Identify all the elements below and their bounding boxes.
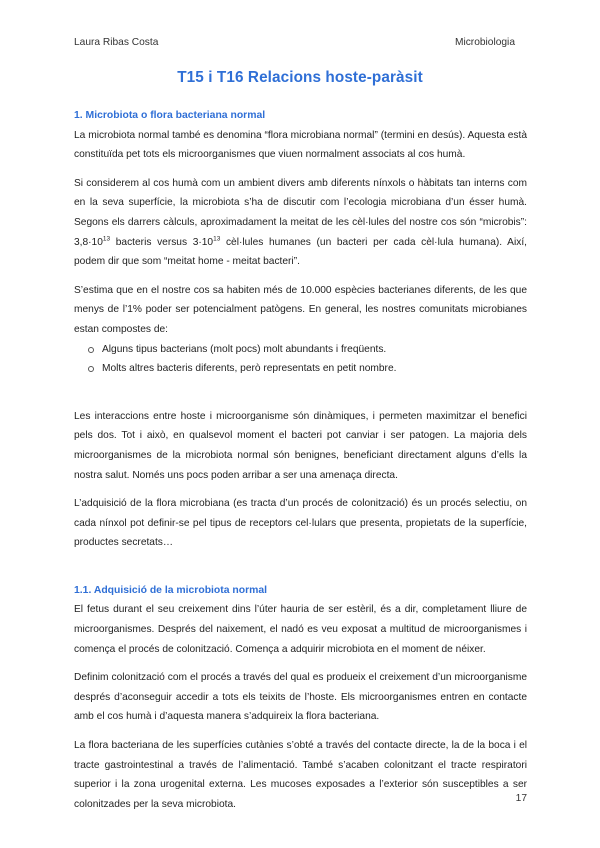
list-item: Molts altres bacteris diferents, però representats en petit nombre. (88, 359, 527, 379)
bullet-list (74, 340, 527, 379)
main-content (74, 106, 527, 814)
bullet-icon (88, 347, 94, 353)
header-subject: Microbiologia (454, 37, 515, 48)
paragraph: El fetus durant el seu creixement dins l’úter hauria de ser estèril, és a dir, completament lliure de microorganismes. Després del naixement, el nadó es veu exposat a multitud de microorganismes i comença el procés de colonització. Comença a adquirir microbiota en el moment de néixer. (74, 604, 527, 655)
paragraph: Definim colonització com el procés a través del qual es produeix el creixement d’un microorganisme després d’aconseguir accedir a tots els teixits de l’hoste. Els microorganismes entren en contacte amb el cos humà i d’aquesta manera s’adquireix la flora bacteriana. (74, 672, 527, 723)
bullet-icon (88, 366, 94, 372)
header-author: Laura Ribas Costa (74, 37, 159, 48)
paragraph: Les interaccions entre hoste i microorganisme són dinàmiques, i permeten maximitzar el benefici pels dos. Tot i això, en qualsevol moment el bacteri pot canviar i ser patogen. La majoria dels microorganismes de la microbiota normal són benignes, beneficiant directament alguns d’ells la nostra salut. Només uns pocs poden arribar a ser una amenaça directa. (74, 410, 527, 481)
paragraph: S’estima que en el nostre cos sa habiten més de 10.000 espècies bacterianes diferents, de les que menys de l’1% poder ser potencialment patògens. En general, les nostres comunitats microbianes estan compostes de: (74, 284, 527, 335)
page-title: T15 i T16 Relacions hoste-paràsit (177, 69, 423, 86)
paragraph: Si considerem al cos humà com un ambient divers amb diferents nínxols o hàbitats tan interns com en la seva superfície, la microbiota s’ha de discutir com l’ecologia microbiana d’un ésser humà. Segons els darrers càlculs, aproximadament la meitat de les cèl·lules del nostre cos són “microbis”: $3,8\cdot 10^{13}$ bacteris versus $3\cdot 10^{13}$ cèl·lules humanes (un bacteri per cada cèl·lula humana). Així, podem dir que som “meitat home - meitat bacteri”. (74, 177, 527, 268)
section-heading-1: 1. Microbiota o flora bacteriana normal (74, 110, 266, 121)
paragraph: La flora bacteriana de les superfícies cutànies s’obté a través del contacte directe, la de la boca i el tracte gastrointestinal a través de l’alimentació. També s’acaben colonitzant el tracte respiratori superior i la zona urogenital externa. Les mucoses exposades a l’exterior són susceptibles a ser colonitzades per la seva microbiota. (74, 740, 527, 810)
list-item: Alguns tipus bacterians (molt pocs) molt abundants i freqüents. (88, 340, 527, 360)
section-heading-1-1: 1.1. Adquisició de la microbiota normal (74, 584, 268, 596)
page-number: 17 (515, 793, 527, 804)
paragraph: L’adquisició de la flora microbiana (es tracta d’un procés de colonització) és un procés selectiu, on cada nínxol pot definir-se pel tipus de receptors cel·lulars que presenta, propietats de la superfície, productes secretats… (74, 498, 527, 549)
page-header (74, 37, 515, 51)
paragraph: La microbiota normal també es denomina “flora microbiana normal” (termini en desús). Aquesta està constituïda pet tots els microorganismes que viuen normalment associats al cos humà. (74, 129, 527, 161)
